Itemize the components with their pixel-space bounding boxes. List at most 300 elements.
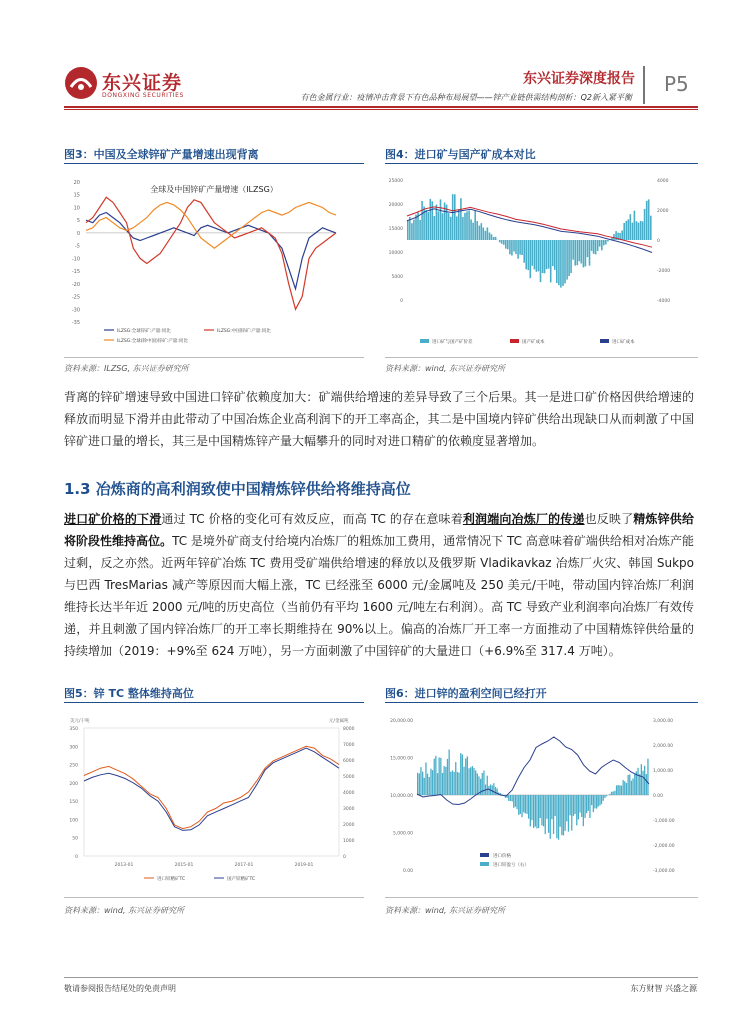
c4-bar-87 [561, 795, 562, 835]
c4-bar-71 [535, 795, 536, 827]
c2-bar-96 [603, 240, 605, 245]
c2-bar-33 [474, 211, 476, 240]
c4-bar-112 [603, 795, 604, 801]
c2-bar-119 [650, 216, 652, 240]
c4-yl-2: 10,000.00 [390, 794, 413, 799]
c4-bar-113 [604, 795, 605, 798]
c4-bar-24 [457, 772, 458, 795]
c2-bar-57 [523, 240, 525, 263]
figure3-caption: 图3：中国及全球锌矿产量增速出现背离 [64, 148, 259, 161]
c3-legend-label-1: 国产锌精矿TC [227, 877, 256, 882]
c4-bar-98 [579, 795, 580, 813]
c2-bar-32 [472, 223, 474, 240]
c4-bar-129 [631, 781, 632, 795]
c2-bar-47 [503, 240, 505, 245]
c4-legend-label-0: 进口价格 [493, 854, 511, 859]
c2-bar-15 [438, 211, 440, 240]
c2-bar-38 [485, 231, 487, 240]
c2-bar-29 [466, 211, 468, 240]
c3-yl-1: 300 [69, 745, 78, 751]
c2-bar-117 [646, 201, 648, 240]
figure5-caption: 图5：锌 TC 整体维持高位 [64, 687, 194, 700]
c3-legend-label-0: 进口锌精矿TC [157, 877, 186, 882]
c2-yr-3: -2000 [657, 269, 671, 274]
c4-bar-8 [430, 769, 431, 795]
figure6-bottom-rule [385, 897, 698, 898]
c3-yr-7: 1000 [343, 839, 355, 844]
c2-bar-64 [538, 240, 540, 271]
c2-legend-label-0: 进口矿与国产矿价差 [432, 340, 473, 345]
c2-bar-27 [462, 217, 464, 240]
c3-yr-8: 0 [343, 855, 346, 860]
c3-xtick-3: 2019-01 [294, 863, 314, 868]
report-subtitle: 有色金属行业：疫情冲击背景下有色品种布局展望——锌产业链供需结构剖析：Q2新入紧平衡 [300, 93, 632, 102]
c1-ytick-5: -5 [75, 243, 80, 250]
c4-bar-118 [613, 791, 614, 795]
c2-legend-swatch-0 [420, 339, 429, 343]
c2-bar-98 [607, 240, 609, 242]
c4-yr-1: 2,000.00 [653, 744, 674, 749]
c4-bar-76 [543, 795, 544, 826]
c2-bar-45 [499, 240, 501, 242]
c2-bar-80 [570, 240, 572, 273]
c4-bar-65 [525, 795, 526, 813]
c2-legend-swatch-2 [600, 339, 609, 343]
paragraph-2 [64, 508, 694, 662]
c4-yl-1: 15,000.00 [390, 756, 413, 762]
c4-bar-109 [598, 795, 599, 807]
c1-ytick-11: -35 [71, 320, 80, 326]
c3-yr-3: 5000 [343, 775, 355, 780]
c4-bar-42 [487, 776, 488, 795]
c2-bar-78 [566, 240, 568, 280]
c4-bar-92 [570, 795, 571, 815]
c4-bar-126 [626, 783, 627, 795]
c1-ytick-4: 0 [76, 230, 80, 237]
para2-text-1: 通过 TC 价格的变化可有效反应，而高 TC 的存在意味着 [161, 512, 463, 526]
c2-yr-0: 4000 [657, 179, 669, 184]
c2-bar-9 [425, 210, 427, 240]
c4-bar-90 [566, 795, 567, 821]
c2-yl-1: 20000 [388, 203, 403, 208]
c4-bar-68 [530, 795, 531, 826]
c2-bar-10 [427, 212, 429, 240]
c3-xtick-0: 2013-01 [114, 863, 134, 868]
c2-bar-101 [613, 234, 615, 240]
c4-bar-117 [611, 792, 612, 795]
c2-bar-68 [546, 240, 548, 269]
c2-bar-93 [597, 240, 599, 251]
c4-bar-35 [475, 770, 476, 795]
c4-bar-5 [425, 763, 426, 796]
c4-bar-63 [521, 795, 522, 817]
c2-yr-1: 2000 [657, 209, 669, 214]
c4-bar-138 [646, 774, 647, 795]
c3-yl-5: 100 [69, 818, 78, 824]
c2-bar-48 [505, 240, 507, 249]
c2-bar-81 [572, 240, 574, 260]
logo-subtext: DONGXING SECURITIES [102, 92, 184, 99]
c4-bar-86 [560, 795, 561, 827]
c4-bar-31 [468, 768, 469, 795]
c4-bar-114 [606, 795, 607, 796]
c4-yr-0: 3,000.00 [653, 719, 674, 724]
c4-bar-56 [510, 795, 511, 801]
c2-bar-49 [507, 240, 509, 249]
c4-bar-89 [565, 795, 566, 831]
c3-xtick-1: 2015-01 [174, 863, 194, 868]
c4-bar-1 [419, 774, 420, 796]
c3-yl-6: 50 [72, 836, 78, 842]
header-divider [643, 66, 645, 104]
c2-bar-82 [574, 240, 576, 266]
c4-bar-95 [574, 795, 575, 814]
c2-bar-25 [458, 209, 460, 240]
c4-bar-43 [488, 786, 489, 795]
c4-bar-120 [616, 785, 617, 795]
c2-bar-89 [589, 240, 591, 266]
c2-bar-66 [542, 240, 544, 273]
c4-bar-9 [432, 770, 433, 795]
figure3-source: 资料来源：ILZSG, 东兴证券研究所 [64, 364, 189, 373]
c2-bar-23 [454, 194, 456, 240]
c2-bar-53 [515, 240, 517, 254]
c4-bar-105 [591, 795, 592, 805]
c3-yl-2: 250 [69, 763, 78, 769]
page-number: P5 [664, 72, 689, 96]
c4-bar-123 [621, 786, 622, 795]
c4-bar-106 [593, 795, 594, 812]
c4-bar-64 [523, 795, 524, 812]
c2-bar-2 [411, 223, 413, 240]
c3-yr-5: 3000 [343, 807, 355, 812]
header-rule-thin [64, 109, 698, 110]
c2-bar-105 [621, 231, 623, 241]
c4-bar-116 [609, 794, 610, 795]
c4-bar-81 [551, 795, 552, 819]
c4-bar-40 [483, 771, 484, 796]
c2-legend-label-2: 进口矿成本 [612, 340, 635, 345]
c2-bar-88 [587, 240, 589, 257]
c4-bar-12 [437, 773, 438, 795]
c4-bar-25 [458, 773, 459, 795]
c4-bar-136 [642, 771, 643, 795]
c2-bar-13 [434, 216, 436, 240]
c2-bar-71 [552, 240, 554, 266]
c4-bar-97 [578, 795, 579, 819]
c4-bar-34 [473, 768, 474, 795]
figure4-bottom-rule [385, 357, 698, 358]
c4-yr-6: -3,000.00 [653, 869, 675, 874]
c4-bar-11 [435, 756, 436, 795]
c4-bar-62 [520, 795, 521, 814]
c4-bar-14 [440, 758, 441, 795]
c2-bar-61 [532, 240, 534, 266]
section-heading: 1.3 冶炼商的高利润致使中国精炼锌供给将维持高位 [64, 480, 411, 498]
c4-bar-20 [450, 772, 451, 795]
c2-bar-114 [640, 221, 642, 240]
c2-bar-116 [644, 209, 646, 240]
c4-bar-79 [548, 795, 549, 833]
c4-bar-133 [637, 768, 638, 795]
c2-bar-40 [489, 233, 491, 241]
c2-bar-7 [421, 201, 423, 240]
c2-bar-112 [636, 221, 638, 240]
c2-bar-31 [470, 219, 472, 240]
c4-yl-4: 0.00 [402, 869, 413, 874]
paragraph-1: 背离的锌矿增速导致中国进口锌矿依赖度加大：矿端供给增速的差异导致了三个后果。其一是进口矿价格因供给增速的释放而明显下滑并由此带动了中国冶炼企业高利润下的开工率高企，其二是中国境内锌矿供给出现缺口从而刺激了中国锌矿进口量的增长，其三是中国精炼锌产量大幅攀升的同时对进口精矿的依赖度显著增加。 [64, 390, 694, 448]
c2-bar-90 [591, 240, 593, 251]
c2-bar-46 [501, 240, 503, 244]
c4-bar-130 [632, 778, 633, 795]
c2-bar-62 [534, 240, 536, 269]
c4-bar-93 [571, 795, 572, 831]
c3-right-unit: 元/金属吨 [329, 719, 349, 724]
c4-bar-3 [422, 772, 423, 795]
c2-bar-43 [495, 237, 497, 240]
c4-bar-15 [442, 773, 443, 795]
footer-disclaimer: 敬请参阅报告结尾处的免责声明 [64, 984, 176, 993]
c3-frame [84, 728, 339, 856]
c4-bar-10 [434, 759, 435, 795]
c2-bar-92 [595, 240, 597, 254]
c4-bar-7 [429, 777, 430, 795]
c4-yr-3: 0.00 [653, 794, 664, 799]
c2-bar-83 [577, 240, 579, 265]
logo-text: 东兴证券 [102, 72, 183, 94]
c1-ytick-6: -10 [71, 256, 80, 263]
c2-bar-108 [628, 219, 630, 240]
figure3-chart [64, 172, 364, 352]
c4-bar-17 [445, 767, 446, 795]
c2-bar-34 [476, 221, 478, 240]
c4-bar-137 [644, 766, 645, 795]
c4-bar-19 [449, 750, 450, 796]
c4-bar-26 [460, 753, 461, 795]
c4-bar-96 [576, 795, 577, 825]
figure4-chart [385, 172, 698, 352]
c2-bar-87 [585, 240, 587, 266]
c2-bar-111 [634, 211, 636, 240]
figure4-rule [385, 163, 698, 164]
c2-bar-97 [605, 240, 607, 244]
c3-line-1 [84, 748, 339, 830]
c4-bar-22 [454, 772, 455, 795]
c2-bar-76 [562, 240, 564, 286]
c4-bar-73 [538, 795, 539, 828]
c2-bar-75 [560, 240, 562, 288]
c4-bar-61 [518, 795, 519, 815]
figure4-source: 资料来源：wind, 东兴证券研究所 [385, 364, 505, 373]
c4-bar-127 [628, 775, 629, 795]
c4-bar-69 [531, 795, 532, 820]
figure3-bottom-rule [64, 357, 364, 358]
c1-ytick-2: 10 [73, 205, 80, 212]
c2-bar-41 [491, 234, 493, 240]
c2-yl-5: 0 [400, 299, 403, 304]
c2-bar-50 [509, 240, 511, 254]
para2-text-2: 也反映了 [584, 512, 634, 526]
figure5-source: 资料来源：wind, 东兴证券研究所 [64, 906, 184, 915]
c4-bar-67 [528, 795, 529, 819]
c4-bar-72 [536, 795, 537, 829]
c4-bar-18 [447, 759, 448, 795]
c2-bar-17 [442, 213, 444, 240]
c2-legend-swatch-1 [510, 339, 519, 343]
c4-bar-102 [586, 795, 587, 813]
c4-yr-2: 1,000.00 [653, 769, 674, 774]
c1-series-1 [86, 197, 336, 309]
c2-yl-0: 25000 [388, 179, 403, 184]
c2-bar-72 [554, 240, 556, 270]
c4-bar-29 [465, 759, 466, 796]
c4-bar-84 [556, 795, 557, 838]
figure4-caption: 图4：进口矿与国产矿成本对比 [385, 148, 536, 161]
c2-bar-74 [558, 240, 560, 285]
c4-bar-111 [601, 795, 602, 804]
c4-bar-131 [634, 774, 635, 795]
c2-bar-118 [648, 199, 650, 240]
c4-bar-70 [533, 795, 534, 828]
c4-bar-80 [550, 795, 551, 839]
c4-bar-33 [472, 766, 473, 795]
c4-bar-94 [573, 795, 574, 816]
c4-bar-85 [558, 795, 559, 840]
c2-yl-2: 15000 [388, 227, 403, 232]
c3-left-unit: 美元/干吨 [70, 719, 90, 724]
c2-bar-58 [525, 240, 527, 269]
c4-bar-83 [555, 795, 556, 816]
c2-bar-24 [456, 216, 458, 240]
c2-bar-95 [601, 240, 603, 250]
c2-bar-42 [493, 237, 495, 240]
c3-yr-1: 7000 [343, 743, 355, 748]
c3-yl-4: 150 [69, 800, 78, 806]
c4-bar-4 [424, 778, 425, 795]
c4-yr-4: -1,000.00 [653, 819, 675, 824]
c2-bar-69 [548, 240, 550, 269]
c4-bar-46 [493, 783, 494, 795]
c1-legend-label-1: ILZSG:中国锌矿:产量:同比 [217, 329, 271, 334]
c4-legend-swatch-1 [480, 862, 489, 866]
c2-bar-107 [626, 221, 628, 240]
c3-yl-3: 200 [69, 781, 78, 787]
c1-ytick-1: 15 [73, 192, 80, 199]
c1-ytick-7: -15 [71, 269, 80, 276]
c4-bar-32 [470, 767, 471, 795]
c2-bar-6 [419, 220, 421, 240]
para2-bold-3: 精炼锌供给将阶段性维持高位。 [64, 512, 694, 548]
c2-bar-3 [413, 220, 415, 240]
c4-bar-78 [546, 795, 547, 819]
c4-yl-0: 20,000.00 [390, 719, 413, 724]
c2-bar-70 [550, 240, 552, 282]
para2-text-3: TC 是境外矿商支付给境内冶炼厂的粗炼加工费用，通常情况下 TC 高意味着矿端供给相对冶炼产能过剩，反之亦然。近两年锌矿冶炼 TC 费用受矿端供给增速的释放以及俄罗斯 Vladikavkaz 冶炼厂火灾、韩国 Sukpo 与巴西 TresMarias 减产等原因而大幅上涨，TC 已经涨至 6000 元/金属吨及 250 美元/干吨，带动国内锌冶炼厂利润维持长达半年近 2000 元/吨的历史高位（当前仍有平均 1600 元/吨左右利润）。高 TC 导致产业利润率向冶炼厂有效传递，并且刺激了国内锌冶炼厂的开工率长期维持在 90%以上。偏高的冶炼厂开工率一方面推动了中国精炼锌供给量的持续增加（2019：+9%至 624 万吨），另一方面刺激了中国锌矿的大量进口（+6.9%至 317.4 万吨）。 [64, 534, 694, 658]
header-rule [64, 106, 698, 108]
c2-yr-2: 0 [657, 239, 660, 244]
c4-yl-3: 5,000.00 [392, 831, 413, 837]
c4-yr-5: -2,000.00 [653, 844, 675, 849]
c4-bar-2 [420, 767, 421, 795]
c2-yr-4: -4000 [657, 299, 671, 304]
c4-bar-21 [452, 770, 453, 795]
c2-bar-59 [528, 240, 530, 270]
c2-bar-52 [513, 240, 515, 252]
c4-bar-45 [492, 785, 493, 795]
c2-bar-51 [511, 240, 513, 256]
figure3-rule [64, 163, 364, 164]
figure6-rule [385, 702, 698, 703]
c2-bar-21 [450, 217, 452, 240]
c4-bar-55 [508, 795, 509, 801]
c2-bar-86 [583, 240, 585, 267]
c2-bar-85 [581, 240, 583, 264]
c1-ytick-9: -25 [71, 294, 80, 301]
c4-bar-6 [427, 774, 428, 795]
c4-bar-88 [563, 795, 564, 835]
c4-bar-91 [568, 795, 569, 832]
c4-bar-101 [584, 795, 585, 818]
c2-bar-109 [630, 214, 632, 240]
c3-line-0 [84, 746, 339, 828]
c3-yr-4: 4000 [343, 791, 355, 796]
c2-bar-115 [642, 221, 644, 240]
para2-bold-1: 进口矿价格的下滑 [64, 512, 162, 526]
c2-bar-11 [430, 199, 432, 240]
c4-bar-125 [624, 781, 625, 795]
c4-bar-59 [515, 795, 516, 807]
c2-bar-110 [632, 223, 634, 240]
figure5-rule [64, 702, 364, 703]
c4-bar-139 [647, 759, 648, 795]
c4-bar-82 [553, 795, 554, 834]
c2-bar-4 [415, 215, 417, 240]
c4-bar-47 [495, 787, 496, 795]
figure6-source: 资料来源：wind, 东兴证券研究所 [385, 906, 505, 915]
c4-bar-60 [516, 795, 517, 809]
c2-bar-54 [517, 240, 519, 259]
c4-bar-77 [545, 795, 546, 834]
c4-bar-58 [513, 795, 514, 808]
c4-bar-121 [618, 785, 619, 795]
footer-slogan: 东方财智 兴盛之源 [630, 984, 697, 993]
c2-bar-79 [568, 240, 570, 276]
c4-bar-28 [463, 767, 464, 795]
c2-yl-3: 10000 [388, 251, 403, 256]
c2-bar-65 [540, 240, 542, 282]
c1-series-0 [86, 213, 336, 289]
c2-bar-22 [452, 194, 454, 240]
c3-yr-2: 6000 [343, 759, 355, 764]
c4-bar-0 [417, 773, 418, 795]
c2-bar-19 [446, 205, 448, 240]
c2-bar-106 [623, 223, 625, 240]
figure5-bottom-rule [64, 897, 364, 898]
c2-bar-30 [468, 211, 470, 241]
c4-bar-74 [540, 795, 541, 818]
c2-bar-84 [579, 240, 581, 261]
c2-bar-77 [564, 240, 566, 283]
figure6-caption: 图6：进口锌的盈利空间已经打开 [385, 687, 547, 700]
c4-bar-66 [526, 795, 527, 814]
c4-bar-108 [596, 795, 597, 809]
c4-bar-103 [588, 795, 589, 811]
c1-ytick-8: -20 [71, 281, 80, 288]
c1-legend-label-0: ILZSG:全球锌矿:产量:同比 [117, 329, 171, 334]
c4-bar-100 [583, 795, 584, 826]
c4-bar-107 [594, 795, 595, 808]
c1-ytick-3: 5 [76, 218, 80, 225]
